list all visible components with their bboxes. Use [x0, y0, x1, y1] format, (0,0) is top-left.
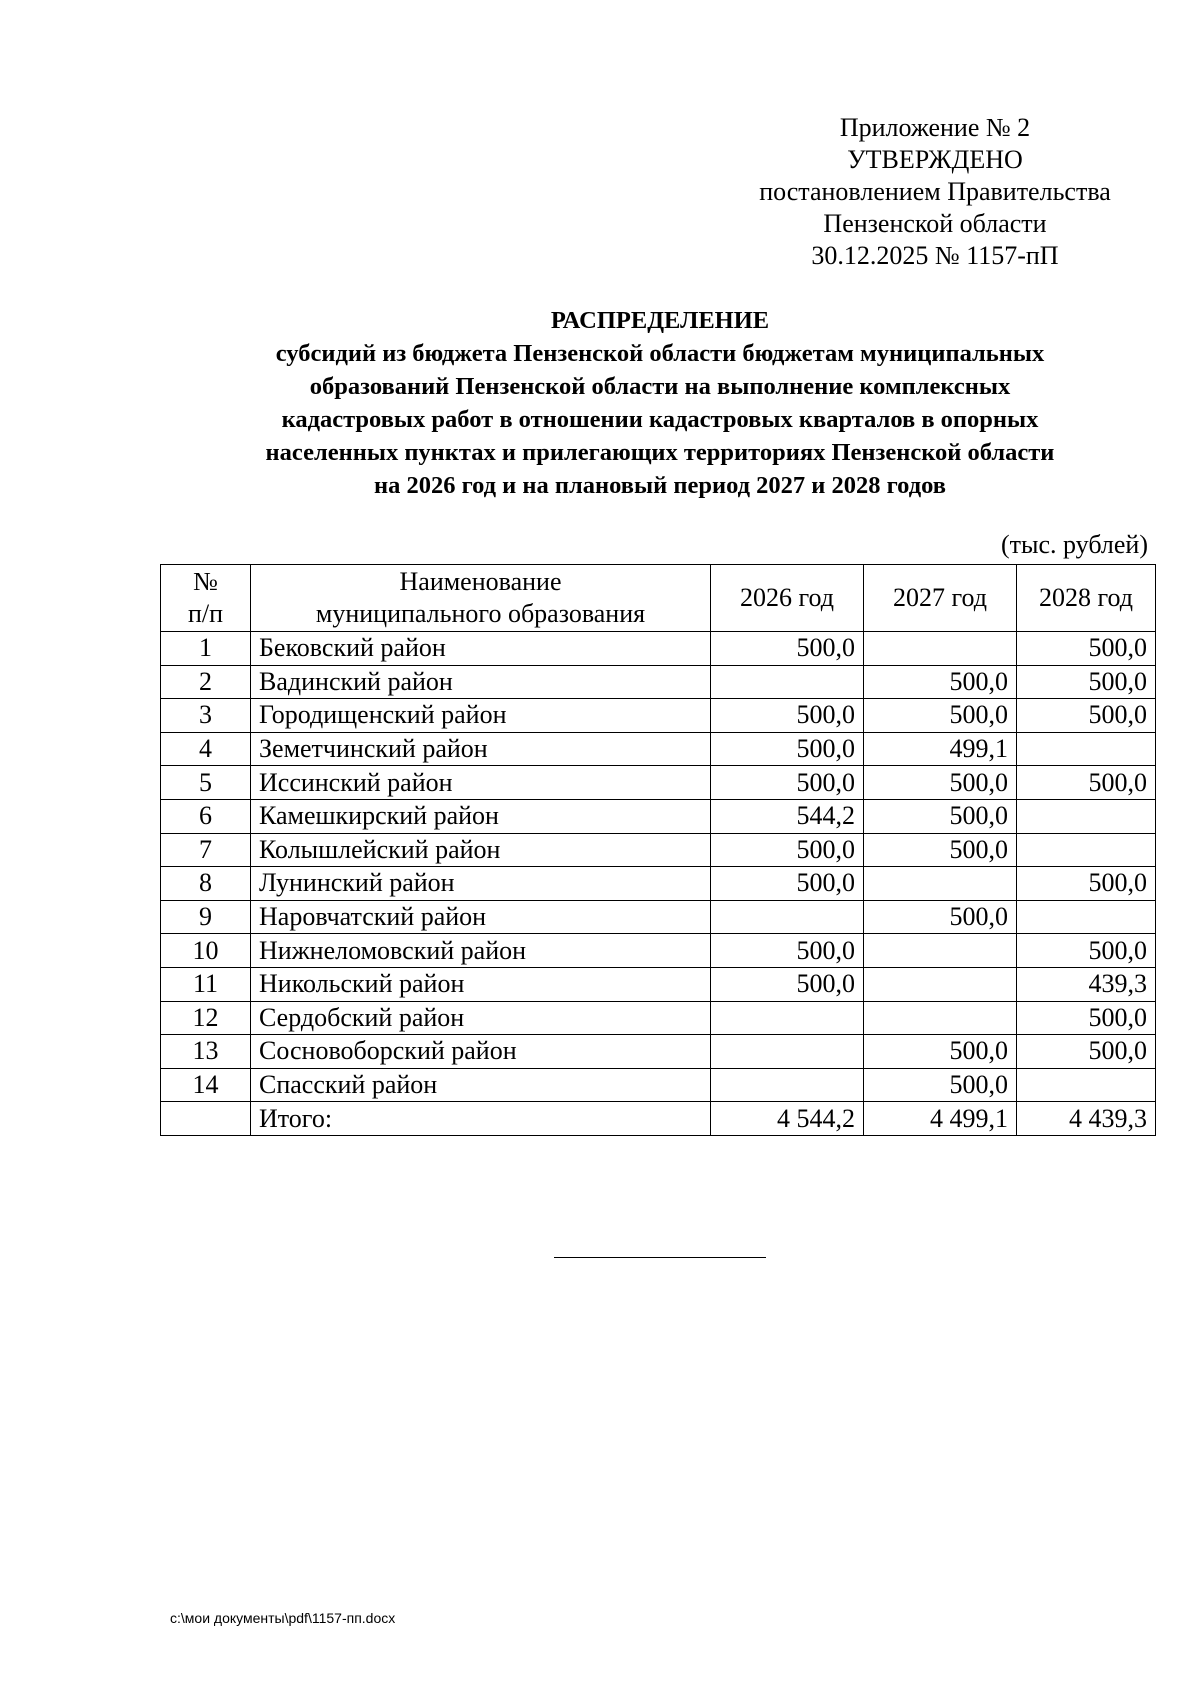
- total-2027: 4 499,1: [864, 1102, 1017, 1136]
- table-row: [161, 833, 1156, 867]
- row-name: Бековский район: [251, 632, 711, 666]
- table-row: [161, 799, 1156, 833]
- table-row: [161, 934, 1156, 968]
- footer-file-path: c:\мои документы\pdf\1157-пп.docx: [170, 1610, 396, 1626]
- table-row: [161, 967, 1156, 1001]
- row-number: 9: [161, 900, 251, 934]
- header-name-line2: муниципального образования: [315, 599, 646, 628]
- row-value-2027: 499,1: [864, 732, 1017, 766]
- resolution-label: постановлением Правительства: [759, 177, 1111, 206]
- row-value-2028: [1017, 1068, 1156, 1102]
- header-2028: 2028 год: [1017, 565, 1156, 632]
- title-line: образований Пензенской области на выполнение комплексных: [309, 373, 1011, 400]
- row-number: 8: [161, 867, 251, 901]
- row-number: 7: [161, 833, 251, 867]
- table-row: [161, 699, 1156, 733]
- table-row: [161, 1001, 1156, 1035]
- row-value-2026: [711, 1068, 864, 1102]
- row-value-2026: 500,0: [711, 833, 864, 867]
- row-value-2027: 500,0: [864, 900, 1017, 934]
- table-row: [161, 1068, 1156, 1102]
- table-row: [161, 665, 1156, 699]
- row-value-2028: 500,0: [1017, 699, 1156, 733]
- row-value-2028: [1017, 732, 1156, 766]
- row-number: 11: [161, 967, 251, 1001]
- row-value-2026: 500,0: [711, 766, 864, 800]
- title-line: кадастровых работ в отношении кадастровых кварталов в опорных: [281, 406, 1039, 433]
- row-name: Вадинский район: [251, 665, 711, 699]
- row-value-2028: [1017, 799, 1156, 833]
- row-value-2026: [711, 900, 864, 934]
- table-row: [161, 632, 1156, 666]
- row-name: Никольский район: [251, 967, 711, 1001]
- row-name: Камешкирский район: [251, 799, 711, 833]
- header-2027: 2027 год: [864, 565, 1017, 632]
- row-value-2028: 439,3: [1017, 967, 1156, 1001]
- row-number: 6: [161, 799, 251, 833]
- row-value-2026: 500,0: [711, 732, 864, 766]
- row-value-2028: [1017, 833, 1156, 867]
- row-value-2027: 500,0: [864, 699, 1017, 733]
- row-value-2027: 500,0: [864, 665, 1017, 699]
- row-value-2026: 500,0: [711, 699, 864, 733]
- row-name: Лунинский район: [251, 867, 711, 901]
- total-row: [161, 1102, 1156, 1136]
- row-value-2026: 500,0: [711, 967, 864, 1001]
- row-number: 14: [161, 1068, 251, 1102]
- region-label: Пензенской области: [823, 209, 1047, 238]
- table-row: [161, 867, 1156, 901]
- row-name: Земетчинский район: [251, 732, 711, 766]
- row-number: 3: [161, 699, 251, 733]
- header-2026: 2026 год: [711, 565, 864, 632]
- row-name: Сердобский район: [251, 1001, 711, 1035]
- row-value-2026: [711, 665, 864, 699]
- title-line: субсидий из бюджета Пензенской области бюджетам муниципальных: [275, 340, 1045, 367]
- row-value-2026: 500,0: [711, 934, 864, 968]
- row-name: Наровчатский район: [251, 900, 711, 934]
- row-name: Колышлейский район: [251, 833, 711, 867]
- row-name: Иссинский район: [251, 766, 711, 800]
- row-value-2028: 500,0: [1017, 1001, 1156, 1035]
- row-value-2028: [1017, 900, 1156, 934]
- table-header-row: [161, 565, 1156, 632]
- resolution-date-number: 30.12.2025 № 1157-пП: [811, 241, 1059, 270]
- row-number: 13: [161, 1035, 251, 1069]
- row-value-2027: [864, 1001, 1017, 1035]
- header-name-line1: Наименование: [399, 567, 562, 596]
- row-value-2027: [864, 934, 1017, 968]
- row-value-2027: 500,0: [864, 833, 1017, 867]
- row-number: 5: [161, 766, 251, 800]
- row-number: 10: [161, 934, 251, 968]
- title-heading: РАСПРЕДЕЛЕНИЕ: [550, 307, 770, 334]
- row-name: Спасский район: [251, 1068, 711, 1102]
- row-number: 12: [161, 1001, 251, 1035]
- approval-block: [735, 112, 1135, 272]
- approved-label: УТВЕРЖДЕНО: [847, 145, 1023, 174]
- total-2026: 4 544,2: [711, 1102, 864, 1136]
- row-value-2026: [711, 1001, 864, 1035]
- row-number: 4: [161, 732, 251, 766]
- row-value-2028: 500,0: [1017, 1035, 1156, 1069]
- row-value-2026: 500,0: [711, 867, 864, 901]
- table-row: [161, 732, 1156, 766]
- row-value-2027: 500,0: [864, 1035, 1017, 1069]
- table-row: [161, 766, 1156, 800]
- title-line: населенных пунктах и прилегающих территориях Пензенской области: [265, 439, 1055, 466]
- row-value-2027: 500,0: [864, 1068, 1017, 1102]
- table-row: [161, 900, 1156, 934]
- row-value-2028: 500,0: [1017, 934, 1156, 968]
- row-value-2027: [864, 632, 1017, 666]
- header-number-line1: №: [193, 567, 218, 596]
- document-title: [160, 304, 1160, 502]
- row-value-2027: [864, 967, 1017, 1001]
- row-name: Городищенский район: [251, 699, 711, 733]
- row-name: Нижнеломовский район: [251, 934, 711, 968]
- row-value-2026: 544,2: [711, 799, 864, 833]
- distribution-table: [160, 564, 1156, 1136]
- units-note: (тыс. рублей): [1000, 530, 1148, 559]
- row-value-2028: 500,0: [1017, 867, 1156, 901]
- total-2028: 4 439,3: [1017, 1102, 1156, 1136]
- closing-separator-line: [554, 1257, 766, 1258]
- row-value-2027: [864, 867, 1017, 901]
- appendix-label: Приложение № 2: [839, 113, 1031, 142]
- table-row: [161, 1035, 1156, 1069]
- row-name: Сосновоборский район: [251, 1035, 711, 1069]
- row-value-2028: 500,0: [1017, 766, 1156, 800]
- row-value-2028: 500,0: [1017, 665, 1156, 699]
- title-line: на 2026 год и на плановый период 2027 и 2028 годов: [373, 472, 946, 499]
- row-value-2027: 500,0: [864, 799, 1017, 833]
- total-number-empty: [161, 1102, 251, 1136]
- total-label: Итого:: [251, 1102, 711, 1136]
- row-value-2026: 500,0: [711, 632, 864, 666]
- header-number-line2: п/п: [187, 599, 224, 628]
- row-value-2026: [711, 1035, 864, 1069]
- row-number: 2: [161, 665, 251, 699]
- row-number: 1: [161, 632, 251, 666]
- row-value-2027: 500,0: [864, 766, 1017, 800]
- row-value-2028: 500,0: [1017, 632, 1156, 666]
- header-name: [251, 565, 711, 632]
- header-number: [161, 565, 251, 632]
